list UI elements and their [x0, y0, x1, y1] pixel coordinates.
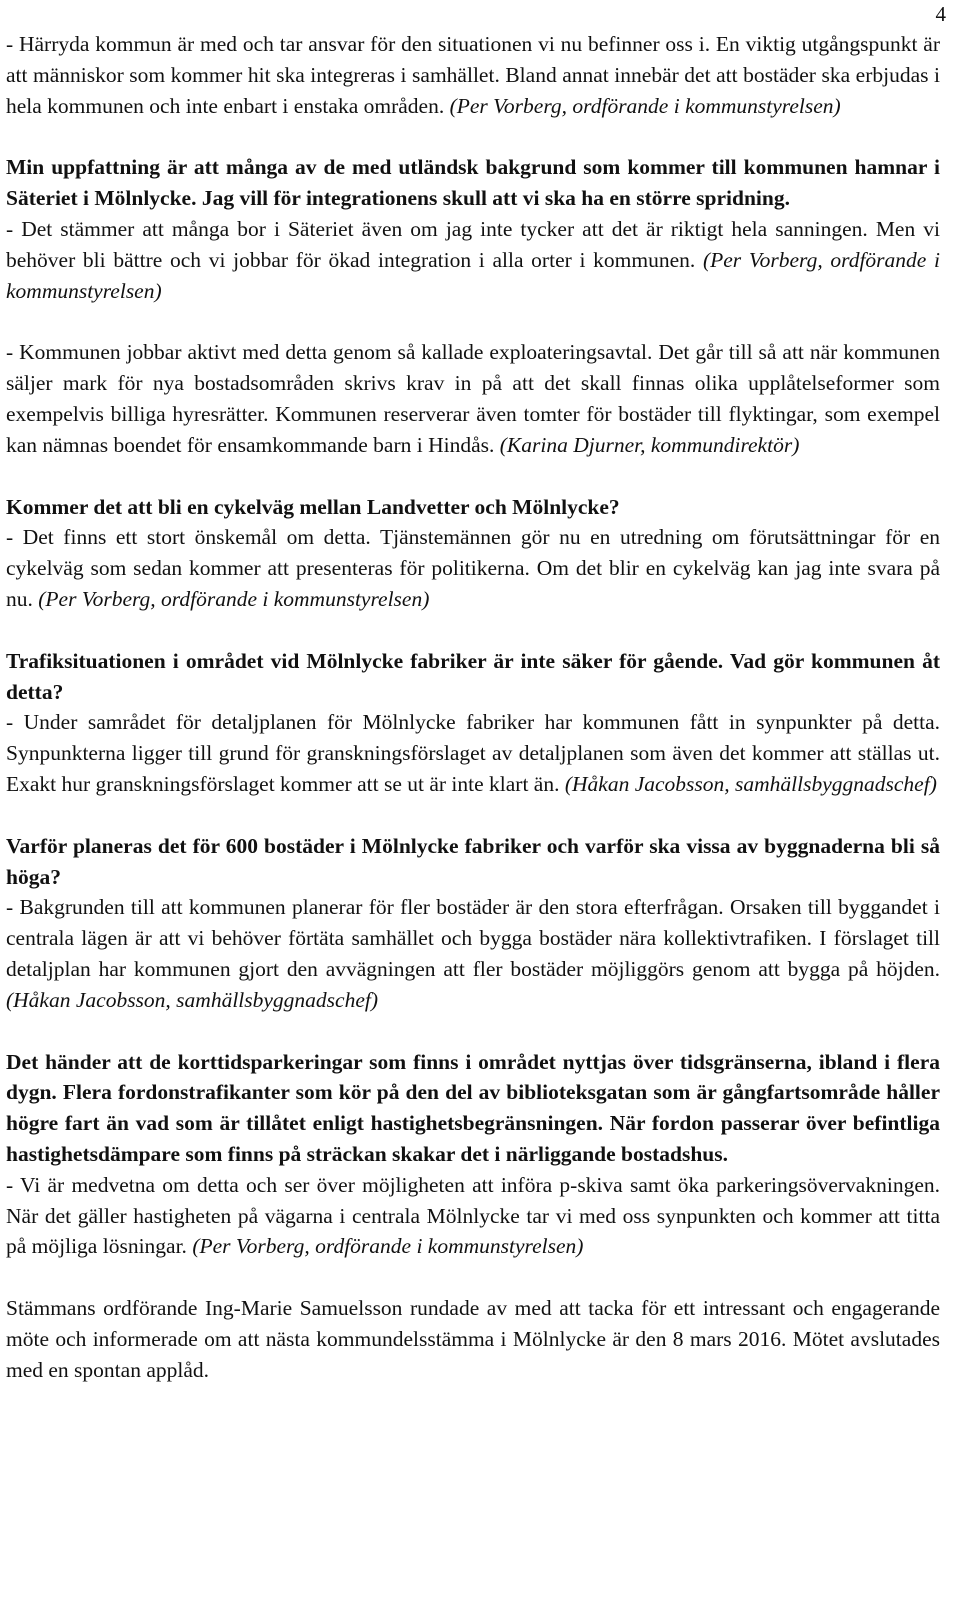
question-text: Trafiksituationen i området vid Mölnlycke fabriker är inte säker för gående. Vad gör kommunen åt detta? — [6, 648, 940, 704]
qa-block-cycle-path — [6, 492, 940, 615]
qa-block-exploitation-agreements — [6, 337, 940, 460]
question-text: Det händer att de korttidsparkeringar som finns i området nyttjas över tidsgränserna, ibland i flera dygn. Flera fordonstrafikanter som kör på den del av biblioteksgatan som är gångfartsområde håller högre fart än vad som är tillåtet enligt hastighetsbegränsningen. När fordon passerar över befintliga hastighetsdämpare som finns på sträckan skakar det i närliggande bostadshus. — [6, 1049, 940, 1166]
answer-source: (Karina Djurner, kommundirektör) — [499, 432, 800, 457]
answer-text: - Under samrådet för detaljplanen för Mölnlycke fabriker har kommunen fått in synpunkter på detta. Synpunkterna ligger till grund för granskningsförslaget av detaljplanen som även det kommer att ställas ut. Exakt hur granskningsförslaget kommer att se ut är inte klart än. — [6, 710, 940, 796]
qa-block-traffic-safety — [6, 646, 940, 800]
page-number: 4 — [935, 2, 946, 26]
answer-source: (Håkan Jacobsson, samhällsbyggnadschef) — [6, 987, 379, 1012]
paragraph-spacer — [6, 615, 940, 646]
answer-source: (Per Vorberg, ordförande i kommunstyrelsen) — [38, 586, 430, 611]
paragraph-spacer — [6, 1262, 940, 1293]
answer-text: - Vi är medvetna om detta och ser över möjligheten att införa p-skiva samt öka parkeringsövervakningen. När det gäller hastigheten på vägarna i centrala Mölnlycke tar vi med oss synpunkten och kommer att titta på möjliga lösningar. — [6, 1172, 940, 1259]
qa-block-integration-responsibility — [6, 29, 940, 121]
answer-source: (Håkan Jacobsson, samhällsbyggnadschef) — [564, 771, 937, 796]
paragraph-spacer — [6, 800, 940, 831]
question-text: Kommer det att bli en cykelväg mellan Landvetter och Mölnlycke? — [6, 494, 620, 519]
closing-text: Stämmans ordförande Ing-Marie Samuelsson rundade av med att tacka för ett intressant och engagerande möte och informerade om att nästa kommundelsstämma i Mölnlycke är den 8 mars 2016. Mötet avslutades med en spontan applåd. — [6, 1296, 940, 1382]
answer-source: (Per Vorberg, ordförande i kommunstyrelsen) — [192, 1234, 584, 1259]
paragraph-spacer — [6, 1016, 940, 1047]
question-text: Min uppfattning är att många av de med utländsk bakgrund som kommer till kommunen hamnar i Säteriet i Mölnlycke. Jag vill för integrationens skull att vi ska ha en större spridning. — [6, 155, 940, 211]
answer-text: - Det stämmer att många bor i Säteriet även om jag inte tycker att det är riktigt hela sanningen. Men vi behöver bli bättre och vi jobbar för ökad integration i alla orter i kommunen. — [6, 216, 940, 272]
paragraph-spacer — [6, 121, 940, 152]
qa-block-parking-and-speed — [6, 1047, 940, 1263]
answer-source: (Per Vorberg, ordförande i kommunstyrelsen) — [6, 247, 941, 303]
answer-text: - Det finns ett stort önskemål om detta. Tjänstemännen gör nu en utredning om förutsättningar för en cykelväg som sedan kommer att presenteras för politikerna. Om det blir en cykelväg kan jag inte svara på nu. — [6, 525, 940, 611]
qa-block-sateriet — [6, 152, 940, 306]
closing-paragraph — [6, 1293, 940, 1385]
qa-block-600-homes — [6, 831, 940, 1016]
question-text: Varför planeras det för 600 bostäder i Mölnlycke fabriker och varför ska vissa av byggnaderna bli så höga? — [6, 833, 940, 889]
paragraph-spacer — [6, 461, 940, 492]
answer-text: - Bakgrunden till att kommunen planerar för fler bostäder är den stora efterfrågan. Orsaken till byggandet i centrala lägen är att vi behöver förtäta samhället och bygga bostäder nära kollektivtrafiken. I förslaget till detaljplan har kommunen gjort den avvägningen att fler bostäder möjliggörs genom att bygga på höjden. — [6, 895, 940, 981]
answer-text: - Kommunen jobbar aktivt med detta genom så kallade exploateringsavtal. Det går till så att när kommunen säljer mark för nya bostadsområden skrivs krav in på att det skall finnas olika upplåtelseformer som exempelvis billiga hyresrätter. Kommunen reserverar även tomter för bostäder till flyktingar, som exempel kan nämnas boendet för ensamkommande barn i Hindås. — [6, 340, 940, 457]
paragraph-spacer — [6, 306, 940, 337]
answer-source: (Per Vorberg, ordförande i kommunstyrelsen) — [449, 93, 841, 118]
answer-text: - Härryda kommun är med och tar ansvar för den situationen vi nu befinner oss i. En viktig utgångspunkt är att människor som kommer hit ska integreras i samhället. Bland annat innebär det att bostäder ska erbjudas i hela kommunen och inte enbart i enstaka områden. — [6, 32, 940, 118]
document-body — [6, 29, 940, 1385]
